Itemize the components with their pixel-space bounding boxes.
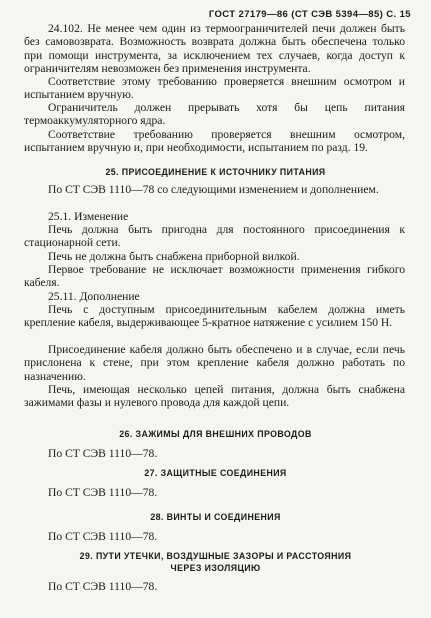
- paragraph-27: По СТ СЭВ 1110—78.: [48, 486, 158, 499]
- paragraph-25-cable: Первое требование не исключает возможности применения гибкого кабеля.: [24, 263, 405, 290]
- section-26-title: 26. ЗАЖИМЫ ДЛЯ ВНЕШНИХ ПРОВОДОВ: [119, 429, 312, 439]
- paragraph-25-11-text: Печь с доступным присоединительным кабелем должна иметь крепление кабеля, выдерживающее 5-кратное натяжение с усилием 150 Н.: [24, 303, 405, 330]
- paragraph-25-wall: Присоединение кабеля должно быть обеспечено и в случае, если печь прислонена к стене, при этом крепление кабеля должно работать по назначению.: [24, 343, 405, 383]
- paragraph-25-11: 25.11. Дополнение: [48, 290, 140, 303]
- section-28-title: 28. ВИНТЫ И СОЕДИНЕНИЯ: [150, 512, 281, 522]
- section-27-title: 27. ЗАЩИТНЫЕ СОЕДИНЕНИЯ: [144, 468, 287, 478]
- paragraph-check-2: Соответствие требованию проверяется внешним осмотром, испытанием вручную и, при необходимости, испытанием по разд. 19.: [24, 128, 405, 155]
- section-29-title: 29. ПУТИ УТЕЧКИ, ВОЗДУШНЫЕ ЗАЗОРЫ И РАССТОЯНИЯ ЧЕРЕЗ ИЗОЛЯЦИЮ: [79, 551, 352, 573]
- paragraph-25-intro: По СТ СЭВ 1110—78 со следующими изменением и дополнением.: [48, 183, 379, 196]
- paragraph-28: По СТ СЭВ 1110—78.: [48, 530, 158, 543]
- paragraph-24-102: 24.102. Не менее чем один из термоограничителей печи должен быть без самовозврата. Возможность возврата должна быть обеспечена только при помощи инструмента, за исключением тех случаев, когда доступ к ограничителям невозможен без применения инструмента.: [24, 22, 405, 75]
- paragraph-25-plug: Печь не должна быть снабжена приборной вилкой.: [48, 250, 300, 263]
- paragraph-29: По СТ СЭВ 1110—78.: [48, 580, 158, 593]
- paragraph-25-1: 25.1. Изменение: [48, 210, 129, 223]
- section-25-title: 25. ПРИСОЕДИНЕНИЕ К ИСТОЧНИКУ ПИТАНИЯ: [105, 167, 326, 177]
- paragraph-25-1-text: Печь должна быть пригодна для постоянного присоединения к стационарной сети.: [24, 223, 405, 250]
- paragraph-26: По СТ СЭВ 1110—78.: [48, 447, 158, 460]
- paragraph-25-circuits: Печь, имеющая несколько цепей питания, должна быть снабжена зажимами фазы и нулевого провода для каждой цепи.: [24, 383, 405, 410]
- paragraph-limiter: Ограничитель должен прерывать хотя бы цепь питания термоаккумуляторного ядра.: [24, 101, 405, 128]
- paragraph-check-1: Соответствие этому требованию проверяется внешним осмотром и испытанием вручную.: [24, 75, 405, 102]
- page-header: ГОСТ 27179—86 (СТ СЭВ 5394—85) С. 15: [208, 9, 411, 20]
